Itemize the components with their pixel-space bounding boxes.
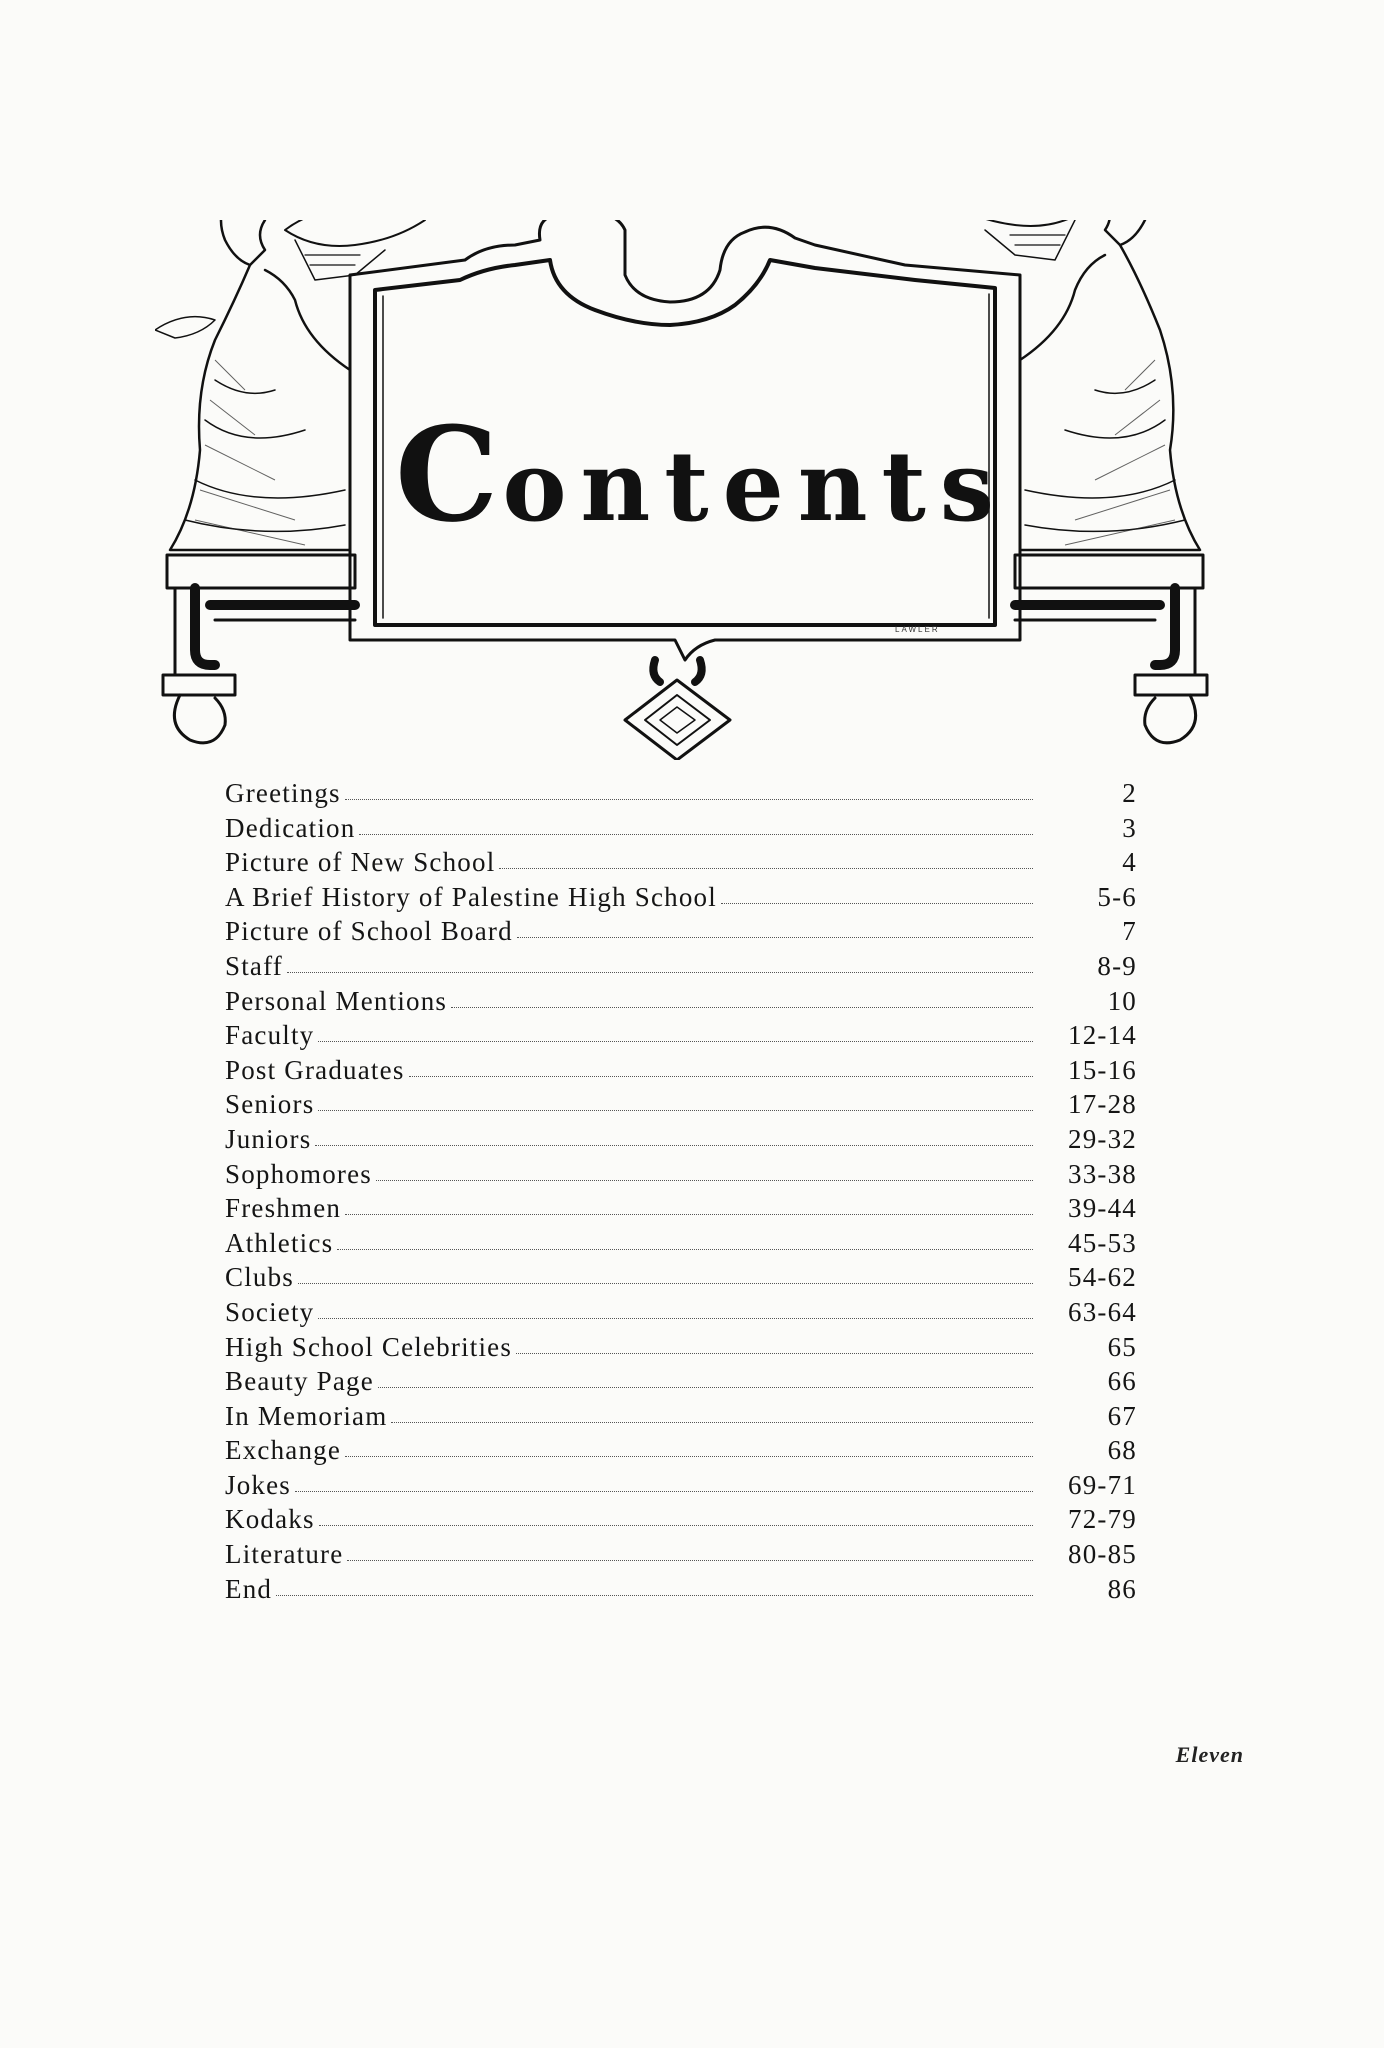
- toc-dot-leader: [295, 1491, 1033, 1492]
- toc-entry-title: Kodaks: [225, 1504, 315, 1535]
- toc-entry-title: Faculty: [225, 1020, 315, 1051]
- toc-entry-title: Athletics: [225, 1227, 334, 1258]
- toc-entry: [225, 1539, 1137, 1574]
- toc-dot-leader: [359, 834, 1033, 835]
- toc-entry: [225, 1228, 1137, 1263]
- toc-entry-page: 54-62: [1068, 1262, 1137, 1293]
- toc-dot-leader: [287, 972, 1033, 973]
- toc-entry-title: Picture of New School: [225, 847, 496, 878]
- toc-entry-title: Seniors: [225, 1089, 315, 1120]
- toc-entry-page: 5-6: [1097, 881, 1137, 912]
- toc-entry: [225, 1332, 1137, 1367]
- toc-entry-page: 80-85: [1068, 1539, 1137, 1570]
- toc-entry: [225, 1504, 1137, 1539]
- toc-entry-title: Staff: [225, 950, 283, 981]
- toc-entry-page: 66: [1107, 1366, 1137, 1397]
- toc-dot-leader: [516, 1353, 1033, 1354]
- toc-entry-page: 67: [1107, 1400, 1137, 1431]
- toc-entry: [225, 847, 1137, 882]
- toc-entry-title: A Brief History of Palestine High School: [225, 881, 717, 912]
- toc-entry: [225, 1297, 1137, 1332]
- toc-entry: [225, 1193, 1137, 1228]
- toc-entry: [225, 1262, 1137, 1297]
- toc-dot-leader: [345, 1214, 1033, 1215]
- toc-entry-title: Clubs: [225, 1262, 295, 1293]
- toc-entry-title: Dedication: [225, 812, 356, 843]
- toc-entry-page: 72-79: [1068, 1504, 1137, 1535]
- toc-entry: [225, 1574, 1137, 1609]
- contents-heading-rest: ontents: [502, 430, 1008, 543]
- toc-entry-page: 3: [1122, 812, 1137, 843]
- toc-entry-title: Literature: [225, 1539, 344, 1570]
- toc-dot-leader: [337, 1249, 1033, 1250]
- toc-dot-leader: [451, 1007, 1033, 1008]
- toc-entry-title: Freshmen: [225, 1193, 342, 1224]
- contents-heading: [395, 398, 1008, 551]
- toc-entry-title: High School Celebrities: [225, 1331, 513, 1362]
- toc-dot-leader: [347, 1560, 1033, 1561]
- toc-entry: [225, 813, 1137, 848]
- toc-entry-page: 68: [1107, 1435, 1137, 1466]
- toc-entry-page: 8-9: [1097, 950, 1137, 981]
- toc-dot-leader: [318, 1110, 1033, 1111]
- toc-dot-leader: [378, 1387, 1033, 1388]
- toc-entry-title: In Memoriam: [225, 1400, 388, 1431]
- toc-entry: [225, 1020, 1137, 1055]
- toc-entry: [225, 1124, 1137, 1159]
- toc-entry: [225, 916, 1137, 951]
- toc-dot-leader: [345, 1456, 1033, 1457]
- toc-entry-page: 15-16: [1068, 1054, 1137, 1085]
- toc-entry: [225, 1401, 1137, 1436]
- toc-dot-leader: [315, 1145, 1033, 1146]
- toc-entry-page: 12-14: [1068, 1020, 1137, 1051]
- toc-entry: [225, 1470, 1137, 1505]
- toc-entry-page: 10: [1107, 985, 1137, 1016]
- toc-dot-leader: [409, 1076, 1033, 1077]
- toc-entry-title: Sophomores: [225, 1158, 372, 1189]
- toc-entry: [225, 951, 1137, 986]
- page-number-word: Eleven: [1175, 1742, 1244, 1767]
- toc-dot-leader: [721, 903, 1033, 904]
- toc-dot-leader: [318, 1318, 1033, 1319]
- toc-entry-page: 2: [1122, 778, 1137, 808]
- toc-dot-leader: [276, 1595, 1033, 1596]
- toc-entry: [225, 1089, 1137, 1124]
- toc-entry: [225, 882, 1137, 917]
- toc-dot-leader: [298, 1283, 1033, 1284]
- toc-entry: [225, 986, 1137, 1021]
- table-of-contents: [225, 778, 1137, 1608]
- toc-entry: [225, 778, 1137, 813]
- toc-dot-leader: [517, 937, 1033, 938]
- toc-entry-title: Picture of School Board: [225, 916, 513, 947]
- toc-entry-title: Jokes: [225, 1469, 291, 1500]
- toc-dot-leader: [319, 1525, 1033, 1526]
- toc-entry-page: 63-64: [1068, 1296, 1137, 1327]
- toc-entry-page: 7: [1122, 916, 1137, 947]
- toc-entry-page: 33-38: [1068, 1158, 1137, 1189]
- toc-entry-page: 17-28: [1068, 1089, 1137, 1120]
- toc-dot-leader: [499, 868, 1033, 869]
- toc-dot-leader: [376, 1180, 1033, 1181]
- toc-entry-page: 29-32: [1068, 1123, 1137, 1154]
- toc-entry-title: Society: [225, 1296, 315, 1327]
- toc-entry-page: 86: [1107, 1573, 1137, 1604]
- toc-entry-page: 39-44: [1068, 1193, 1137, 1224]
- toc-entry: [225, 1435, 1137, 1470]
- toc-entry: [225, 1055, 1137, 1090]
- toc-entry-title: Personal Mentions: [225, 985, 448, 1016]
- toc-entry: [225, 1159, 1137, 1194]
- toc-entry-title: Juniors: [225, 1123, 312, 1154]
- toc-entry-title: Post Graduates: [225, 1054, 405, 1085]
- toc-entry-page: 65: [1107, 1331, 1137, 1362]
- toc-entry-title: Exchange: [225, 1435, 342, 1466]
- toc-dot-leader: [345, 799, 1033, 800]
- toc-entry-page: 4: [1122, 847, 1137, 878]
- toc-entry-title: Greetings: [225, 778, 341, 808]
- toc-entry-title: Beauty Page: [225, 1366, 374, 1397]
- toc-dot-leader: [318, 1041, 1033, 1042]
- toc-entry-title: End: [225, 1573, 273, 1604]
- artist-signature: LAWLER: [895, 625, 940, 634]
- toc-entry: [225, 1366, 1137, 1401]
- toc-dot-leader: [391, 1422, 1033, 1423]
- toc-entry-page: 45-53: [1068, 1227, 1137, 1258]
- contents-heading-initial: C: [395, 398, 503, 551]
- toc-entry-page: 69-71: [1068, 1469, 1137, 1500]
